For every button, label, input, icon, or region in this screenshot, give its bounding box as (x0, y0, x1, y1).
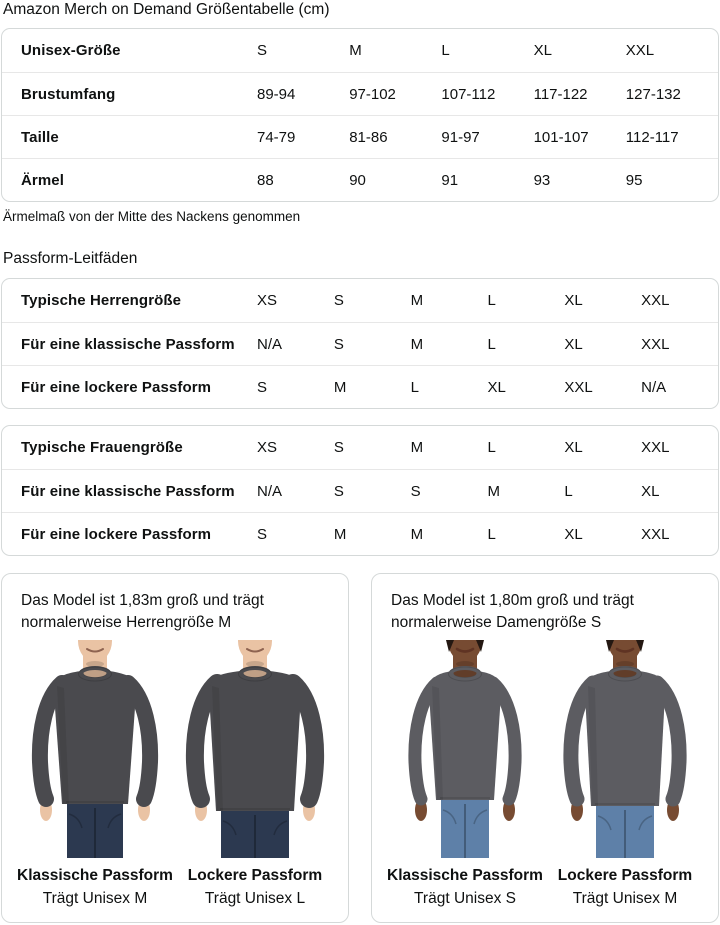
size-caption: Trägt Unisex L (204, 890, 306, 907)
cell-value: L (410, 378, 419, 396)
cell-value: M (333, 525, 347, 543)
table-row (2, 322, 718, 365)
cell-value: L (487, 292, 496, 309)
cell-value: XL (641, 482, 660, 500)
cell-value: L (487, 335, 496, 353)
row-label: Unisex-Größe (21, 42, 121, 59)
table-row (2, 279, 718, 322)
cell-value: M (410, 525, 424, 543)
size-caption: Trägt Unisex S (414, 890, 516, 907)
column-header: XL (533, 42, 552, 59)
table-row (2, 469, 718, 512)
cell-value: N/A (641, 378, 667, 396)
table-header-row (2, 29, 718, 72)
card-description: Das Model ist 1,80m groß und trägt normalerweise Damengröße S (391, 592, 634, 631)
cell-value: XL (564, 292, 583, 309)
cell-value: L (487, 439, 496, 456)
cell-value: 90 (349, 171, 366, 189)
cell-value: S (333, 439, 344, 456)
cell-value: XL (564, 335, 583, 353)
cell-value: N/A (257, 335, 283, 353)
cell-value: M (410, 335, 424, 353)
table-row (2, 426, 718, 469)
sleeve-measure-note: Ärmelmaß von der Mitte des Nackens genommen (3, 209, 301, 224)
cell-value: 107-112 (441, 85, 496, 103)
cell-value: 74-79 (257, 128, 296, 146)
cell-value: M (487, 482, 500, 500)
size-caption: Trägt Unisex M (572, 890, 678, 907)
column-header: S (257, 42, 268, 59)
table-row (2, 365, 718, 408)
row-label: Typische Herrengröße (21, 292, 182, 309)
cell-value: 101-107 (533, 128, 589, 146)
cell-value: XXL (641, 525, 670, 543)
cell-value: 112-117 (625, 128, 679, 146)
row-label: Für eine lockere Passform (21, 525, 212, 543)
cell-value: XS (257, 439, 278, 456)
size-caption: Trägt Unisex M (42, 890, 148, 907)
table-row-waist (2, 115, 718, 158)
row-label: Brustumfang (21, 85, 116, 103)
female-model-card (371, 573, 719, 923)
fit-caption: Klassische Passform (17, 867, 173, 884)
row-label: Taille (21, 128, 59, 146)
figure-column (547, 640, 703, 908)
men-fit-table (1, 278, 719, 409)
row-label: Für eine klassische Passform (21, 335, 235, 353)
figures-row (15, 640, 335, 908)
figures-row (385, 640, 705, 908)
cell-value: XL (564, 525, 583, 543)
column-header: L (441, 42, 450, 59)
cell-value: L (487, 525, 496, 543)
cell-value: 91-97 (441, 128, 480, 146)
cell-value: XXL (641, 292, 670, 309)
cell-value: N/A (257, 482, 283, 500)
cell-value: 89-94 (257, 85, 296, 103)
cell-value: S (410, 482, 421, 500)
male-classic-fit-photo (17, 640, 173, 858)
cell-value: 81-86 (349, 128, 388, 146)
cell-value: 88 (257, 171, 274, 189)
cell-value: S (257, 378, 268, 396)
figure-column (387, 640, 543, 908)
cell-value: S (257, 525, 268, 543)
cell-value: XS (257, 292, 278, 309)
cell-value: L (564, 482, 573, 500)
female-loose-fit-photo (547, 640, 703, 858)
table-row-sleeve (2, 158, 718, 201)
cell-value: 117-122 (533, 85, 588, 103)
column-header: XXL (625, 42, 655, 59)
fit-guides-title: Passform-Leitfäden (3, 250, 138, 267)
row-label: Für eine klassische Passform (21, 482, 235, 500)
fit-caption: Lockere Passform (187, 867, 323, 884)
model-cards (1, 573, 719, 923)
page-title: Amazon Merch on Demand Größentabelle (cm) (3, 1, 330, 18)
cell-value: XL (487, 378, 506, 396)
cell-value: S (333, 292, 344, 309)
column-header: M (349, 42, 362, 59)
fit-caption: Lockere Passform (557, 867, 693, 884)
figure-column (177, 640, 333, 908)
male-model-card (1, 573, 349, 923)
cell-value: 127-132 (625, 85, 681, 103)
table-row-chest (2, 72, 718, 115)
cell-value: 97-102 (349, 85, 396, 103)
cell-value: XXL (641, 439, 670, 456)
cell-value: S (333, 482, 344, 500)
cell-value: M (333, 378, 347, 396)
cell-value: S (333, 335, 344, 353)
cell-value: XL (564, 439, 583, 456)
figure-column (17, 640, 173, 908)
cell-value: M (410, 292, 424, 309)
women-fit-table (1, 425, 719, 556)
female-classic-fit-photo (387, 640, 543, 858)
row-label: Ärmel (21, 171, 65, 189)
fit-caption: Klassische Passform (387, 867, 543, 884)
cell-value: XXL (564, 378, 593, 396)
table-row (2, 512, 718, 555)
cell-value: M (410, 439, 424, 456)
row-label: Typische Frauengröße (21, 439, 183, 456)
male-loose-fit-photo (177, 640, 333, 858)
cell-value: XXL (641, 335, 670, 353)
row-label: Für eine lockere Passform (21, 378, 212, 396)
cell-value: 93 (533, 171, 551, 189)
cell-value: 95 (625, 171, 643, 189)
unisex-size-table (1, 28, 719, 202)
cell-value: 91 (441, 171, 459, 189)
card-description: Das Model ist 1,83m groß und trägt normalerweise Herrengröße M (21, 592, 264, 631)
